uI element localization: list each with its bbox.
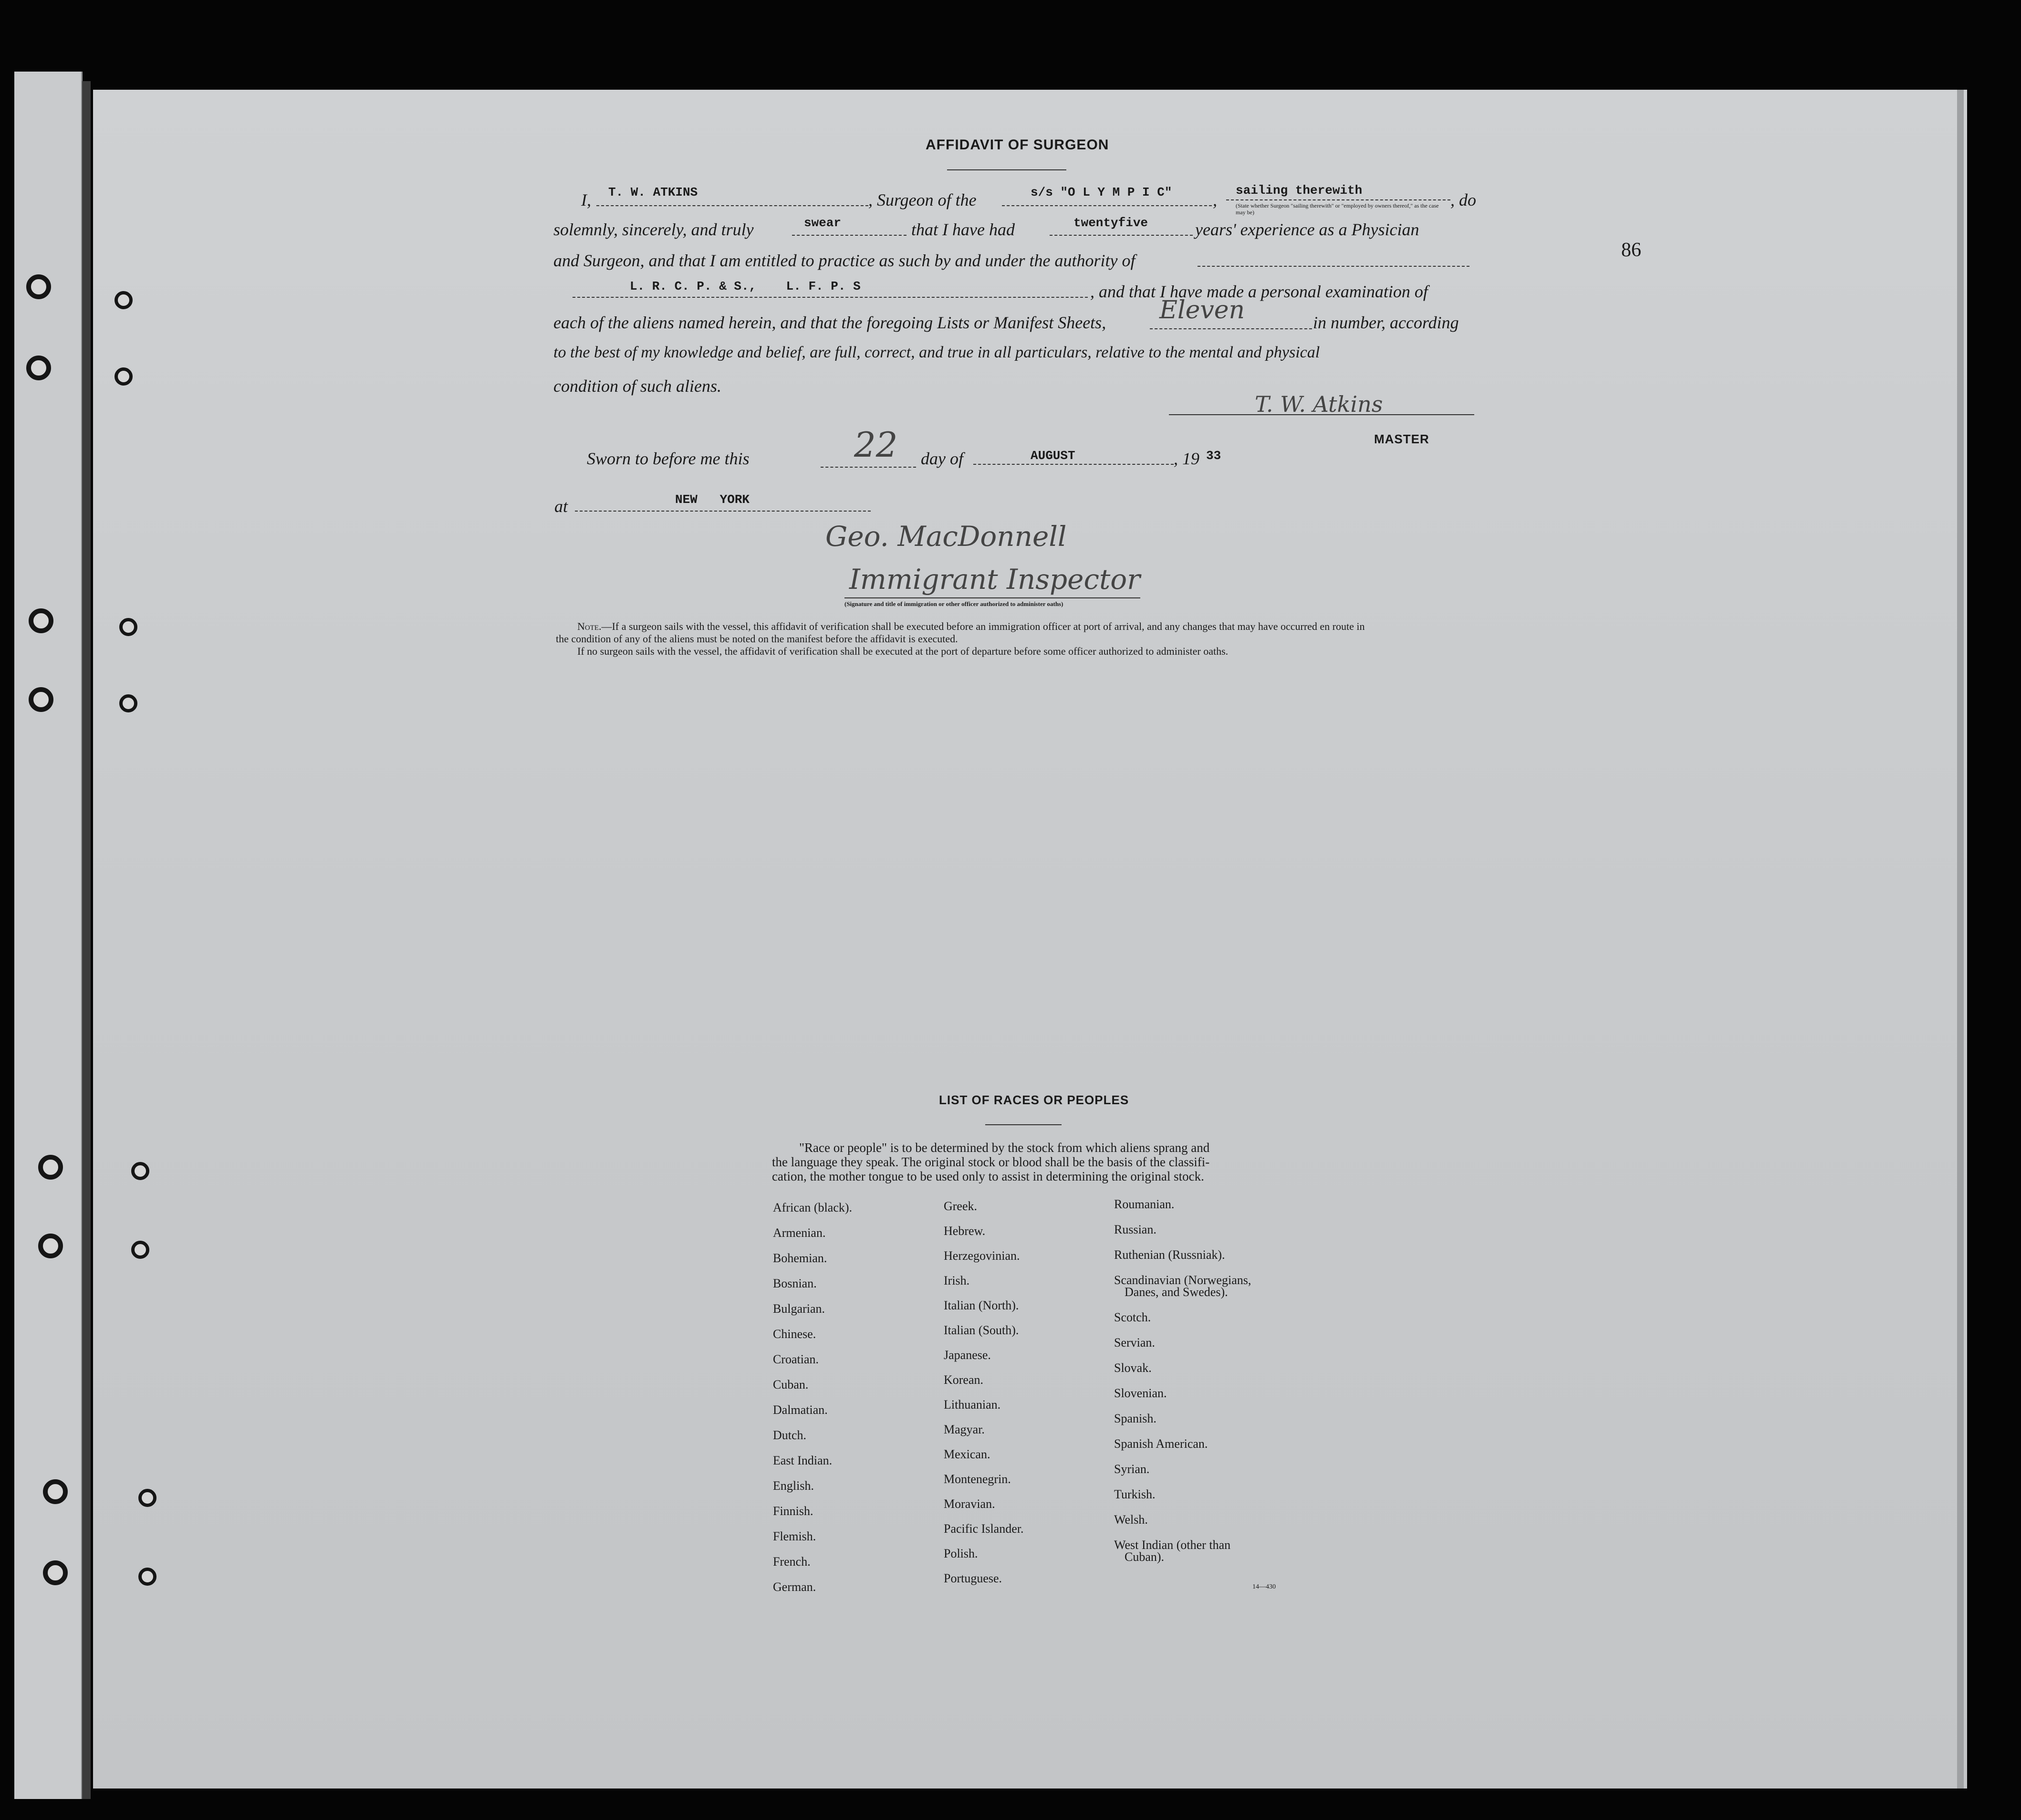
oath: swear	[804, 216, 842, 230]
race-item: Spanish American.	[1114, 1437, 1208, 1451]
binder-hole-icon	[131, 1241, 149, 1259]
oath-line	[792, 235, 906, 236]
race-item: Hebrew.	[944, 1224, 986, 1238]
race-item: Bohemian.	[773, 1251, 827, 1265]
month: AUGUST	[1031, 449, 1075, 463]
races-intro-2: the language they speak. The original stock or blood shall be the basis of the classifi-	[772, 1155, 1210, 1169]
race-item: Finnish.	[773, 1504, 813, 1518]
sailing-status: sailing therewith	[1236, 183, 1363, 198]
race-item: English.	[773, 1479, 814, 1493]
note	[556, 620, 1510, 633]
race-item: Polish.	[944, 1547, 978, 1560]
sworn-text: Sworn to before me this	[587, 449, 750, 468]
vessel-line	[1002, 205, 1212, 206]
binder-hole-icon	[38, 1155, 63, 1180]
authority-line-1	[1198, 266, 1469, 267]
years-experience: twentyfive	[1073, 216, 1148, 230]
signature-line	[1169, 414, 1474, 415]
races-title: LIST OF RACES OR PEOPLES	[939, 1093, 1129, 1107]
l7: condition of such aliens.	[553, 377, 721, 396]
l6: to the best of my knowledge and belief, are full, correct, and true in all particulars, relative to the mental and physical	[553, 344, 1320, 361]
race-item: Scandinavian (Norwegians,	[1114, 1273, 1251, 1287]
race-item: Bosnian.	[773, 1276, 817, 1290]
races-rule	[985, 1124, 1062, 1125]
race-item: African (black).	[773, 1201, 853, 1214]
race-item: Dalmatian.	[773, 1403, 828, 1417]
l1-i: I,	[581, 190, 591, 209]
page-number: 86	[1621, 239, 1641, 261]
l1-do: , do	[1450, 190, 1476, 209]
race-item: Irish.	[944, 1274, 970, 1287]
race-item: Cuban.	[773, 1378, 809, 1391]
officer-line	[844, 597, 1140, 598]
race-item: Mexican.	[944, 1447, 990, 1461]
affidavit-title: AFFIDAVIT OF SURGEON	[926, 137, 1109, 153]
authority: L. R. C. P. & S., L. F. P. S	[630, 279, 861, 293]
sailing-status-line	[1226, 199, 1450, 200]
binder-hole-icon	[138, 1568, 156, 1586]
sheets-line	[1150, 328, 1312, 329]
binder-hole-icon	[119, 694, 137, 712]
l4-end: , and that I have made a personal examination of	[1090, 282, 1428, 301]
l1-surgeon-of: , Surgeon of the	[868, 190, 977, 209]
status-note: (State whether Surgeon "sailing therewith" or "employed by owners thereof," as the case may be)	[1236, 202, 1439, 216]
officer-caption: (Signature and title of immigration or other officer authorized to administer oaths)	[844, 600, 1063, 607]
authority-line-2	[573, 297, 1088, 298]
vessel-name: s/s "O L Y M P I C"	[1031, 185, 1172, 199]
race-item: East Indian.	[773, 1454, 833, 1467]
races-intro-3: cation, the mother tongue to be used only to assist in determining the original stock.	[772, 1169, 1204, 1183]
l5-end: in number, according	[1313, 313, 1459, 332]
race-item: Pacific Islander.	[944, 1522, 1024, 1536]
master-signature: T. W. Atkins	[1255, 391, 1383, 417]
at-label: at	[554, 497, 568, 516]
binder-hole-icon	[119, 618, 137, 636]
race-item: Servian.	[1114, 1336, 1155, 1349]
race-item: Slovak.	[1114, 1361, 1152, 1375]
binder-hole-icon	[115, 367, 133, 386]
races-intro-1: "Race or people" is to be determined by the stock from which aliens sprang and	[799, 1140, 1210, 1155]
l5-start: each of the aliens named herein, and that the foregoing Lists or Manifest Sheets,	[553, 313, 1106, 332]
race-item: French.	[773, 1555, 811, 1569]
binder-hole-icon	[38, 1234, 63, 1258]
race-item: Japanese.	[944, 1348, 991, 1362]
race-item: Armenian.	[773, 1226, 826, 1240]
race-item: Turkish.	[1114, 1487, 1156, 1501]
binder-hole-icon	[29, 687, 53, 712]
day-of: day of	[921, 449, 963, 468]
day-number: 22	[854, 425, 898, 465]
race-item: Spanish.	[1114, 1412, 1156, 1425]
note-line-1b: the condition of any of the aliens must be noted on the manifest before the affidavit is executed.	[556, 633, 958, 645]
place-line	[575, 511, 871, 512]
race-item: German.	[773, 1580, 816, 1594]
race-item: Montenegrin.	[944, 1472, 1011, 1486]
binder-hole-icon	[43, 1479, 68, 1504]
race-item: Magyar.	[944, 1423, 985, 1436]
race-item: Cuban).	[1125, 1550, 1165, 1564]
binder-hole-icon	[43, 1560, 68, 1585]
race-item: Italian (North).	[944, 1298, 1019, 1312]
race-item: Chinese.	[773, 1327, 816, 1341]
sheets-count: Eleven	[1159, 296, 1245, 324]
race-item: Scotch.	[1114, 1310, 1151, 1324]
race-item: Ruthenian (Russniak).	[1114, 1248, 1225, 1262]
l2-end: years' experience as a Physician	[1195, 220, 1419, 239]
years-line	[1050, 235, 1193, 236]
binder-hole-icon	[138, 1489, 156, 1507]
l1-comma: ,	[1213, 190, 1217, 209]
place: NEW YORK	[675, 492, 750, 507]
race-item: Flemish.	[773, 1529, 816, 1543]
race-item: West Indian (other than	[1114, 1538, 1231, 1552]
binder-hole-icon	[131, 1162, 149, 1180]
race-item: Lithuanian.	[944, 1398, 1001, 1412]
race-item: Herzegovinian.	[944, 1249, 1020, 1263]
race-item: Croatian.	[773, 1352, 819, 1366]
race-item: Moravian.	[944, 1497, 995, 1511]
race-item: Welsh.	[1114, 1513, 1148, 1527]
race-item: Greek.	[944, 1199, 978, 1213]
binder-hole-icon	[26, 356, 51, 380]
l3: and Surgeon, and that I am entitled to practice as such by and under the authority of	[553, 251, 1136, 270]
officer-signature: Geo. MacDonnell	[825, 520, 1067, 553]
title-rule	[947, 169, 1066, 170]
l2-start: solemnly, sincerely, and truly	[553, 220, 754, 239]
binder-hole-icon	[26, 274, 51, 299]
binder-hole-icon	[29, 608, 53, 633]
race-item: Russian.	[1114, 1223, 1156, 1236]
surgeon-name-line	[596, 205, 868, 206]
race-item: Syrian.	[1114, 1462, 1150, 1476]
note-label: Note.	[577, 620, 602, 632]
race-item: Danes, and Swedes).	[1125, 1285, 1228, 1299]
race-item: Korean.	[944, 1373, 984, 1387]
year-prefix: , 19	[1174, 449, 1199, 468]
form-code: 14—430	[1252, 1583, 1276, 1590]
l2-mid: that I have had	[911, 220, 1015, 239]
binder-hole-icon	[115, 291, 133, 309]
race-item: Italian (South).	[944, 1323, 1019, 1337]
page-right-edge	[1957, 90, 1964, 1789]
race-item: Dutch.	[773, 1428, 807, 1442]
note-line-1: —If a surgeon sails with the vessel, this affidavit of verification shall be executed before an immigration officer at port of arrival, and any changes that may have occurred en route in	[601, 620, 1365, 632]
day-line	[821, 467, 916, 468]
month-line	[973, 464, 1174, 465]
race-item: Bulgarian.	[773, 1302, 825, 1316]
race-item: Roumanian.	[1114, 1197, 1175, 1211]
note-line-2: If no surgeon sails with the vessel, the affidavit of verification shall be executed at the port of departure before some officer authorized to administer oaths.	[577, 645, 1229, 657]
officer-title: Immigrant Inspector	[849, 563, 1140, 596]
binding-spine	[82, 81, 91, 1799]
left-binding-strip	[14, 72, 83, 1799]
year-suffix: 33	[1206, 449, 1221, 463]
race-item: Portuguese.	[944, 1571, 1002, 1585]
race-item: Slovenian.	[1114, 1386, 1167, 1400]
master-label: MASTER	[1374, 432, 1429, 446]
surgeon-name: T. W. ATKINS	[608, 185, 698, 199]
